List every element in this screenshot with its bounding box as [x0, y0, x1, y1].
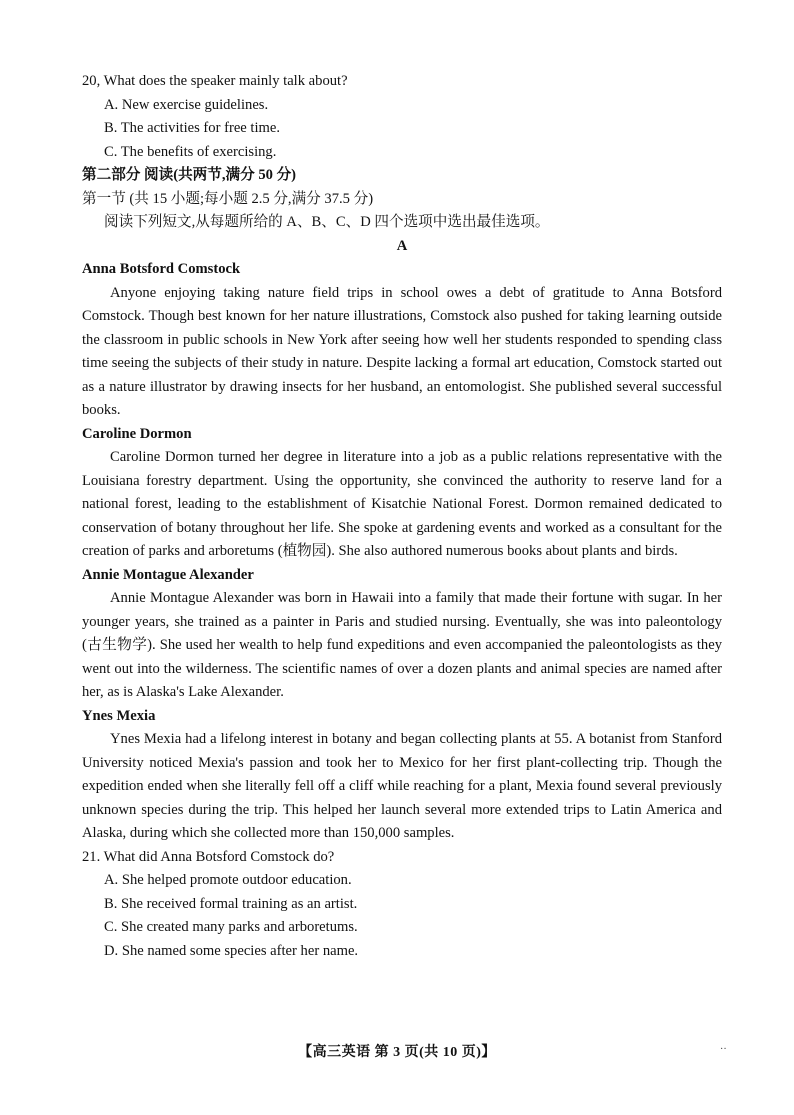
- bio-text-dormon: Caroline Dormon turned her degree in literature into a job as a public relations representative with the Louisiana forestry department. Using the opportunity, she convinced the authority to reserve land for a national forest, leading to the establishment of Kisatchie National Forest. Dormon remained dedicated to conservation of botany throughout her life. She spoke at gardening events and worked as a consultant for the creation of parks and arboretums (植物园). She also authored numerous books about plants and birds.: [82, 449, 722, 559]
- question-20: 20, What does the speaker mainly talk about?: [82, 73, 348, 89]
- q20-option-a: A. New exercise guidelines.: [104, 96, 269, 113]
- q20-option-b: B. The activities for free time.: [104, 120, 281, 136]
- bio-text-alexander: Annie Montague Alexander was born in Hawaii into a family that made their fortune with sugar. In her younger years, she trained as a painter in Paris and studied nursing. Eventually, she was into paleontology (古生物学). She used her wealth to help fund expeditions and even accompanied the paleontologists as they went out into the wilderness. The scientific names of over a dozen plants and animal species are named after her, as is Alaska's Lake Alexander.: [82, 590, 722, 700]
- bio-heading-alexander: Annie Montague Alexander: [82, 566, 254, 583]
- bio-heading-mexia: Ynes Mexia: [82, 707, 156, 724]
- part-title: 第二部分 阅读(共两节,满分 50 分): [82, 167, 297, 183]
- page-content: [82, 70, 722, 963]
- q21-option-d: D. She named some species after her name.: [104, 942, 359, 959]
- q20-option-c: C. The benefits of exercising.: [104, 143, 277, 160]
- question-21: 21. What did Anna Botsford Comstock do?: [82, 848, 335, 865]
- corner-mark: ··: [720, 1044, 727, 1055]
- bio-text-comstock: Anyone enjoying taking nature field trips in school owes a debt of gratitude to Anna Botsford Comstock. Though best known for her nature illustrations, Comstock also pushed for taking learning outside the classroom in public schools in New York after seeing how well her students responded to spending class time seeing the subjects of their study in nature. Despite lacking a formal art education, Comstock started out as a nature illustrator by drawing insects for her husband, an entomologist. She published several successful books.: [82, 284, 722, 418]
- reading-instructions: 阅读下列短文,从每题所给的 A、B、C、D 四个选项中选出最佳选项。: [104, 214, 550, 230]
- q21-option-b: B. She received formal training as an artist.: [104, 895, 358, 912]
- bio-text-mexia: Ynes Mexia had a lifelong interest in botany and began collecting plants at 55. A botanist from Stanford University noticed Mexia's passion and took her to Mexico for her first plant-collecting trip. Though the expedition ended when she literally fell off a cliff while reaching for a plant, Mexia found several previously unknown species during the trip. This helped her launch several more extended trips to Latin America and Alaska, during which she collected more than 150,000 samples.: [82, 731, 722, 841]
- q21-option-a: A. She helped promote outdoor education.: [104, 872, 352, 888]
- bio-heading-comstock: Anna Botsford Comstock: [82, 261, 241, 277]
- passage-label: A: [396, 237, 408, 254]
- bio-heading-dormon: Caroline Dormon: [82, 425, 192, 442]
- page-footer: 【高三英语 第 3 页(共 10 页)】: [298, 1045, 496, 1060]
- section-title: 第一节 (共 15 小题;每小题 2.5 分,满分 37.5 分): [82, 190, 374, 207]
- q21-option-c: C. She created many parks and arboretums.: [104, 919, 358, 935]
